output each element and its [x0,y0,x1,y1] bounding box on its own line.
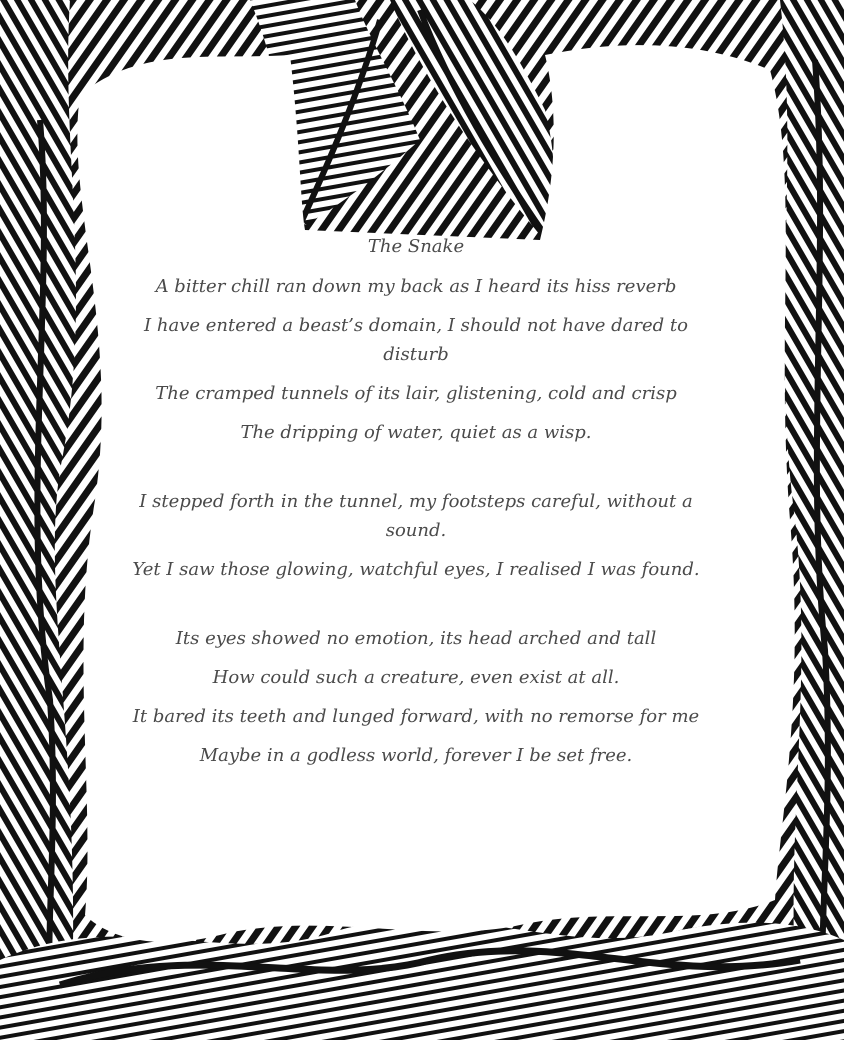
poem-line: I stepped forth in the tunnel, my footsteps careful, without a sound. [139,491,693,541]
poem-line: Yet I saw those glowing, watchful eyes, I realised I was found. [132,559,700,580]
poem-title: The Snake [367,236,465,257]
poem [112,232,720,780]
poem-line: The dripping of water, quiet as a wisp. [240,422,592,443]
poem-line: I have entered a beast’s domain, I should not have dared to disturb [144,315,688,365]
poem-line: It bared its teeth and lunged forward, with no remorse for me [132,706,700,727]
poem-line: Maybe in a godless world, forever I be set free. [199,745,633,766]
poem-line: Its eyes showed no emotion, its head arched and tall [175,628,657,649]
poem-line: The cramped tunnels of its lair, glistening, cold and crisp [155,383,677,404]
poem-line: A bitter chill ran down my back as I heard its hiss reverb [155,276,677,297]
poem-line: How could such a creature, even exist at all. [212,667,620,688]
stanza-break [112,457,720,487]
stanza-break [112,594,720,624]
